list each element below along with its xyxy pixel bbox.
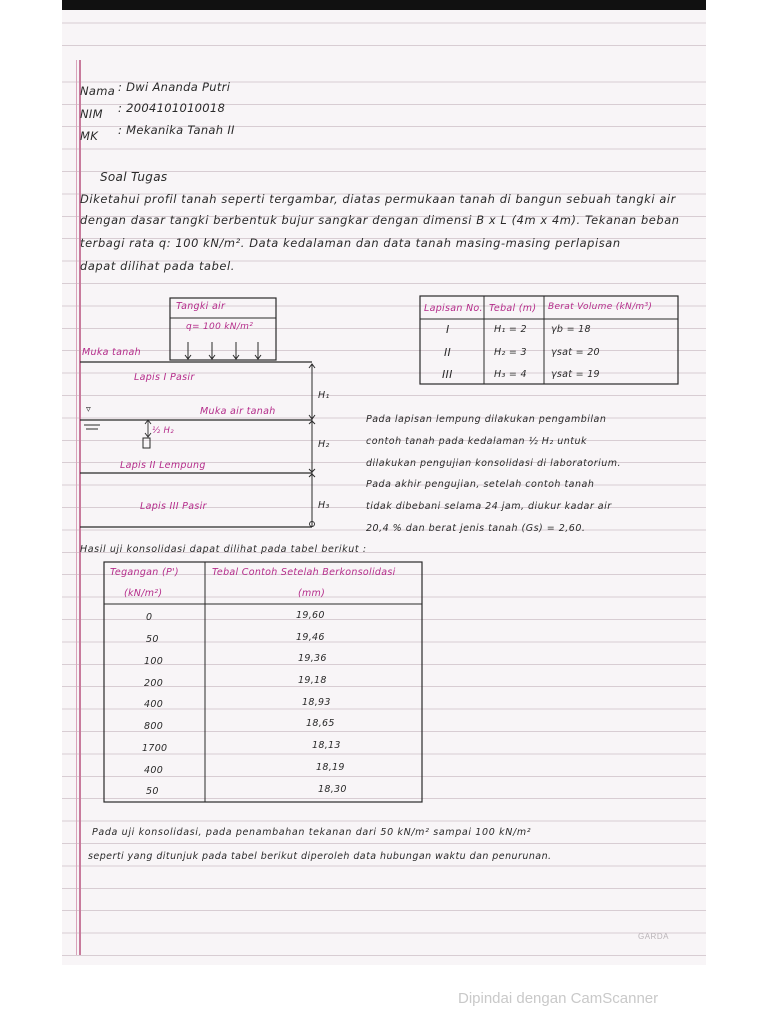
cons-row-1-p: 0 [146,612,153,623]
consolidation-intro: Hasil uji konsolidasi dapat dilihat pada tabel berikut : [80,544,367,555]
layer-row-2-berat: γsat = 20 [551,347,600,358]
layer-header-lapisan: Lapisan No. [424,303,483,314]
cons-row-3-t: 19,36 [298,653,327,664]
cons-row-6-p: 800 [144,721,164,732]
notebook-brand: GARDA [638,932,669,941]
cons-row-3-p: 100 [144,656,164,667]
half-h2-label: ½ H₂ [152,426,174,436]
camscanner-watermark: Dipindai dengan CamScanner [458,990,659,1007]
lab-text-line-2: contoh tanah pada kedalaman ½ H₂ untuk [366,436,588,447]
lab-text-line-3: dilakukan pengujian konsolidasi di laboratorium. [366,458,622,469]
cons-row-5-t: 18,93 [302,697,331,708]
cons-header-right-1: Tebal Contoh Setelah Berkonsolidasi [212,567,396,578]
layer-row-2-tebal: H₂ = 3 [494,347,527,358]
layer-header-tebal: Tebal (m) [489,303,537,314]
cons-row-1-t: 19,60 [296,610,325,621]
layer-row-3-berat: γsat = 19 [551,369,600,380]
layer-row-2-no: II [444,346,452,359]
soal-line-2: dengan dasar tangki berbentuk bujur sangkar dengan dimensi B x L (4m x 4m). Tekanan beban [80,213,680,227]
lapis-2-label: Lapis II Lempung [120,460,206,471]
cons-row-9-p: 50 [146,786,159,797]
lapis-3-label: Lapis III Pasir [140,501,207,512]
cons-row-2-t: 19,46 [296,632,325,643]
soal-line-3: terbagi rata q: 100 kN/m². Data kedalaman dan data tanah masing-masing perlapisan [80,236,621,250]
soal-line-1: Diketahui profil tanah seperti tergambar, diatas permukaan tanah di bangun sebuah tangki air [80,192,676,206]
muka-tanah-label: Muka tanah [82,347,141,358]
cons-row-9-t: 18,30 [318,784,347,795]
cons-row-8-t: 18,19 [316,762,345,773]
cons-row-5-p: 400 [144,699,164,710]
cons-row-2-p: 50 [146,634,159,645]
nama-value: : Dwi Ananda Putri [118,80,231,94]
layer-header-berat: Berat Volume (kN/m³) [548,302,653,312]
cons-header-right-2: (mm) [298,588,326,599]
mk-value: : Mekanika Tanah II [118,123,235,137]
nim-label: NIM [80,107,103,121]
load-label: q= 100 kN/m² [186,322,254,332]
layer-row-3-tebal: H₃ = 4 [494,369,527,380]
lapis-1-label: Lapis I Pasir [134,372,195,383]
layer-row-3-no: III [442,368,453,381]
cons-row-6-t: 18,65 [306,718,335,729]
cons-row-7-t: 18,13 [312,740,341,751]
soal-title: Soal Tugas [100,170,168,184]
cons-row-4-p: 200 [144,678,164,689]
layer-row-1-tebal: H₁ = 2 [494,324,527,335]
water-table-icon: ▿ [86,404,92,415]
lab-text-line-4: Pada akhir pengujian, setelah contoh tanah [366,479,595,490]
lab-text-line-5: tidak dibebani selama 24 jam, diukur kadar air [366,501,612,512]
tank-label: Tangki air [176,301,226,312]
bottom-line-1: Pada uji konsolidasi, pada penambahan tekanan dari 50 kN/m² sampai 100 kN/m² [92,827,532,838]
mk-label: MK [80,129,99,143]
cons-header-left-2: (kN/m²) [124,588,163,599]
layer-row-1-berat: γb = 18 [551,324,591,335]
nama-label: Nama [80,84,116,98]
muka-air-label: Muka air tanah [200,406,276,417]
bottom-line-2: seperti yang ditunjuk pada tabel berikut diperoleh data hubungan waktu dan penurunan. [88,851,552,862]
cons-header-left-1: Tegangan (P') [110,567,179,578]
cons-row-7-p: 1700 [142,743,168,754]
cons-row-4-t: 19,18 [298,675,327,686]
nim-value: : 2004101010018 [118,101,226,115]
lab-text-line-6: 20,4 % dan berat jenis tanah (Gs) = 2,60. [366,523,586,534]
lab-text-line-1: Pada lapisan lempung dilakukan pengambilan [366,414,607,425]
h2-label: H₂ [318,439,330,450]
soal-line-4: dapat dilihat pada tabel. [80,259,236,273]
h3-label: H₃ [318,500,330,511]
h1-label: H₁ [318,390,330,401]
cons-row-8-p: 400 [144,765,164,776]
layer-row-1-no: I [446,323,450,336]
